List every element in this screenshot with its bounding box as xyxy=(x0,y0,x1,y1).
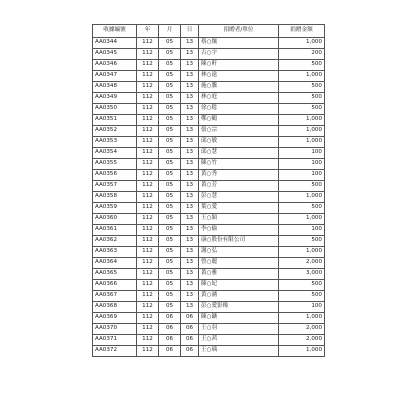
cell-receipt-no: AA0364 xyxy=(93,258,137,269)
table-row xyxy=(93,214,325,225)
cell-day: 06 xyxy=(181,324,199,335)
table-row xyxy=(93,181,325,192)
cell-receipt-no: AA0361 xyxy=(93,225,137,236)
cell-receipt-no: AA0368 xyxy=(93,302,137,313)
cell-amount: 3,000 xyxy=(279,269,325,280)
table-row xyxy=(93,192,325,203)
cell-receipt-no: AA0349 xyxy=(93,93,137,104)
cell-day: 13 xyxy=(181,181,199,192)
cell-donor: 葉○愛 xyxy=(199,203,279,214)
cell-day: 06 xyxy=(181,346,199,357)
table-row xyxy=(93,148,325,159)
cell-month: 05 xyxy=(159,148,181,159)
cell-month: 05 xyxy=(159,302,181,313)
cell-donor: 陳○軒 xyxy=(199,60,279,71)
cell-amount: 200 xyxy=(279,49,325,60)
cell-year: 112 xyxy=(137,181,159,192)
table-row xyxy=(93,324,325,335)
cell-month: 05 xyxy=(159,126,181,137)
cell-year: 112 xyxy=(137,93,159,104)
table-row xyxy=(93,82,325,93)
cell-amount: 1,000 xyxy=(279,247,325,258)
header-year: 年 xyxy=(137,25,159,38)
cell-donor: 鄭○鶴 xyxy=(199,115,279,126)
cell-amount: 500 xyxy=(279,280,325,291)
cell-amount: 2,000 xyxy=(279,258,325,269)
cell-donor: 李○倫 xyxy=(199,225,279,236)
cell-donor: 黃○秀 xyxy=(199,170,279,181)
table-row xyxy=(93,269,325,280)
cell-receipt-no: AA0371 xyxy=(93,335,137,346)
cell-amount: 1,000 xyxy=(279,38,325,49)
header-amount: 捐贈金額 xyxy=(279,25,325,38)
cell-year: 112 xyxy=(137,192,159,203)
donation-table xyxy=(92,24,325,357)
cell-amount: 500 xyxy=(279,181,325,192)
cell-month: 05 xyxy=(159,269,181,280)
cell-day: 13 xyxy=(181,82,199,93)
cell-day: 13 xyxy=(181,236,199,247)
table-row xyxy=(93,93,325,104)
cell-year: 112 xyxy=(137,60,159,71)
cell-day: 13 xyxy=(181,280,199,291)
cell-receipt-no: AA0372 xyxy=(93,346,137,357)
cell-receipt-no: AA0348 xyxy=(93,82,137,93)
cell-receipt-no: AA0357 xyxy=(93,181,137,192)
cell-receipt-no: AA0360 xyxy=(93,214,137,225)
cell-year: 112 xyxy=(137,203,159,214)
cell-amount: 1,000 xyxy=(279,346,325,357)
cell-year: 112 xyxy=(137,71,159,82)
cell-receipt-no: AA0344 xyxy=(93,38,137,49)
cell-day: 13 xyxy=(181,148,199,159)
cell-amount: 100 xyxy=(279,148,325,159)
cell-receipt-no: AA0346 xyxy=(93,60,137,71)
cell-receipt-no: AA0359 xyxy=(93,203,137,214)
cell-year: 112 xyxy=(137,159,159,170)
cell-month: 05 xyxy=(159,137,181,148)
cell-donor: 彭○慧 xyxy=(199,192,279,203)
cell-donor: 施○騰 xyxy=(199,82,279,93)
cell-year: 112 xyxy=(137,225,159,236)
cell-year: 112 xyxy=(137,291,159,302)
cell-day: 13 xyxy=(181,192,199,203)
cell-amount: 100 xyxy=(279,159,325,170)
cell-year: 112 xyxy=(137,269,159,280)
cell-donor: 林○庭 xyxy=(199,93,279,104)
cell-month: 06 xyxy=(159,324,181,335)
cell-month: 05 xyxy=(159,60,181,71)
cell-month: 05 xyxy=(159,291,181,302)
cell-donor: 王○羽 xyxy=(199,324,279,335)
table-row xyxy=(93,335,325,346)
cell-receipt-no: AA0366 xyxy=(93,280,137,291)
cell-year: 112 xyxy=(137,313,159,324)
cell-donor: 陳○妃 xyxy=(199,280,279,291)
cell-year: 112 xyxy=(137,170,159,181)
cell-donor: 王○瑀 xyxy=(199,346,279,357)
cell-month: 05 xyxy=(159,159,181,170)
cell-receipt-no: AA0354 xyxy=(93,148,137,159)
cell-donor: 邱○慧 xyxy=(199,148,279,159)
table-row xyxy=(93,313,325,324)
cell-month: 05 xyxy=(159,93,181,104)
cell-donor: 陳○鑛 xyxy=(199,313,279,324)
cell-donor: 林○遠 xyxy=(199,71,279,82)
cell-month: 05 xyxy=(159,236,181,247)
table-row xyxy=(93,346,325,357)
cell-receipt-no: AA0356 xyxy=(93,170,137,181)
cell-month: 06 xyxy=(159,335,181,346)
cell-amount: 500 xyxy=(279,291,325,302)
cell-day: 13 xyxy=(181,258,199,269)
cell-receipt-no: AA0351 xyxy=(93,115,137,126)
cell-amount: 500 xyxy=(279,82,325,93)
cell-day: 13 xyxy=(181,38,199,49)
cell-month: 05 xyxy=(159,49,181,60)
cell-month: 05 xyxy=(159,225,181,236)
cell-month: 05 xyxy=(159,38,181,49)
cell-month: 06 xyxy=(159,346,181,357)
cell-day: 13 xyxy=(181,71,199,82)
cell-year: 112 xyxy=(137,115,159,126)
table-row xyxy=(93,126,325,137)
cell-month: 05 xyxy=(159,258,181,269)
cell-month: 05 xyxy=(159,71,181,82)
cell-amount: 500 xyxy=(279,60,325,71)
cell-year: 112 xyxy=(137,346,159,357)
cell-amount: 500 xyxy=(279,93,325,104)
cell-amount: 500 xyxy=(279,104,325,115)
cell-day: 13 xyxy=(181,302,199,313)
cell-donor: 蔡○攘 xyxy=(199,38,279,49)
cell-donor: 謝○弘 xyxy=(199,247,279,258)
cell-donor: 黃○芳 xyxy=(199,181,279,192)
cell-month: 05 xyxy=(159,280,181,291)
cell-day: 13 xyxy=(181,170,199,181)
cell-month: 05 xyxy=(159,170,181,181)
cell-donor: 王○穎 xyxy=(199,214,279,225)
cell-day: 06 xyxy=(181,313,199,324)
cell-amount: 100 xyxy=(279,225,325,236)
cell-month: 05 xyxy=(159,192,181,203)
cell-amount: 1,000 xyxy=(279,137,325,148)
table-header-row xyxy=(93,25,325,38)
cell-year: 112 xyxy=(137,214,159,225)
cell-donor: 徐○稔 xyxy=(199,104,279,115)
cell-amount: 500 xyxy=(279,236,325,247)
cell-receipt-no: AA0365 xyxy=(93,269,137,280)
cell-month: 06 xyxy=(159,313,181,324)
cell-year: 112 xyxy=(137,137,159,148)
cell-year: 112 xyxy=(137,148,159,159)
cell-day: 13 xyxy=(181,203,199,214)
cell-donor: 曾○麗 xyxy=(199,258,279,269)
cell-day: 13 xyxy=(181,269,199,280)
table-row xyxy=(93,247,325,258)
cell-donor: 彭○愛影像 xyxy=(199,302,279,313)
cell-month: 05 xyxy=(159,203,181,214)
cell-day: 06 xyxy=(181,335,199,346)
cell-day: 13 xyxy=(181,214,199,225)
table-row xyxy=(93,159,325,170)
cell-receipt-no: AA0370 xyxy=(93,324,137,335)
cell-day: 13 xyxy=(181,115,199,126)
header-donor: 捐贈者/單位 xyxy=(199,25,279,38)
cell-day: 13 xyxy=(181,137,199,148)
cell-donor: 黃○雅 xyxy=(199,269,279,280)
cell-receipt-no: AA0350 xyxy=(93,104,137,115)
cell-month: 05 xyxy=(159,115,181,126)
table-row xyxy=(93,258,325,269)
cell-day: 13 xyxy=(181,93,199,104)
cell-day: 13 xyxy=(181,291,199,302)
table-row xyxy=(93,280,325,291)
cell-day: 13 xyxy=(181,247,199,258)
cell-amount: 1,000 xyxy=(279,214,325,225)
cell-year: 112 xyxy=(137,302,159,313)
table-row xyxy=(93,236,325,247)
cell-month: 05 xyxy=(159,247,181,258)
table-row xyxy=(93,203,325,214)
cell-receipt-no: AA0353 xyxy=(93,137,137,148)
cell-year: 112 xyxy=(137,258,159,269)
cell-month: 05 xyxy=(159,214,181,225)
cell-amount: 1,000 xyxy=(279,126,325,137)
table-row xyxy=(93,49,325,60)
cell-receipt-no: AA0352 xyxy=(93,126,137,137)
cell-amount: 2,000 xyxy=(279,324,325,335)
cell-year: 112 xyxy=(137,335,159,346)
cell-donor: 邱○敏 xyxy=(199,137,279,148)
cell-year: 112 xyxy=(137,236,159,247)
cell-day: 13 xyxy=(181,60,199,71)
cell-donor: 黃○涵 xyxy=(199,291,279,302)
cell-donor: 古○宇 xyxy=(199,49,279,60)
cell-donor: 康○股份有限公司 xyxy=(199,236,279,247)
cell-day: 13 xyxy=(181,126,199,137)
cell-year: 112 xyxy=(137,280,159,291)
table-body xyxy=(93,38,325,357)
cell-amount: 1,000 xyxy=(279,71,325,82)
table-row xyxy=(93,71,325,82)
cell-donor: 張○宗 xyxy=(199,126,279,137)
cell-day: 13 xyxy=(181,159,199,170)
table-row xyxy=(93,38,325,49)
cell-amount: 100 xyxy=(279,302,325,313)
cell-day: 13 xyxy=(181,225,199,236)
cell-amount: 1,000 xyxy=(279,115,325,126)
cell-receipt-no: AA0345 xyxy=(93,49,137,60)
cell-receipt-no: AA0363 xyxy=(93,247,137,258)
table-row xyxy=(93,60,325,71)
cell-receipt-no: AA0362 xyxy=(93,236,137,247)
cell-year: 112 xyxy=(137,324,159,335)
cell-receipt-no: AA0369 xyxy=(93,313,137,324)
cell-year: 112 xyxy=(137,38,159,49)
cell-month: 05 xyxy=(159,181,181,192)
cell-amount: 1,000 xyxy=(279,192,325,203)
cell-year: 112 xyxy=(137,247,159,258)
table-row xyxy=(93,225,325,236)
cell-day: 13 xyxy=(181,49,199,60)
cell-day: 13 xyxy=(181,104,199,115)
cell-month: 05 xyxy=(159,82,181,93)
table-row xyxy=(93,104,325,115)
header-day: 日 xyxy=(181,25,199,38)
cell-amount: 2,000 xyxy=(279,335,325,346)
cell-receipt-no: AA0355 xyxy=(93,159,137,170)
cell-amount: 1,000 xyxy=(279,313,325,324)
table-row xyxy=(93,170,325,181)
header-receipt-no: 收據編號 xyxy=(93,25,137,38)
cell-receipt-no: AA0358 xyxy=(93,192,137,203)
cell-year: 112 xyxy=(137,104,159,115)
cell-donor: 陳○竹 xyxy=(199,159,279,170)
table-row xyxy=(93,115,325,126)
cell-amount: 500 xyxy=(279,203,325,214)
cell-month: 05 xyxy=(159,104,181,115)
table-row xyxy=(93,302,325,313)
cell-year: 112 xyxy=(137,126,159,137)
cell-year: 112 xyxy=(137,82,159,93)
cell-year: 112 xyxy=(137,49,159,60)
cell-donor: 王○茜 xyxy=(199,335,279,346)
cell-receipt-no: AA0347 xyxy=(93,71,137,82)
cell-amount: 100 xyxy=(279,170,325,181)
table-row xyxy=(93,291,325,302)
table-row xyxy=(93,137,325,148)
cell-receipt-no: AA0367 xyxy=(93,291,137,302)
header-month: 月 xyxy=(159,25,181,38)
